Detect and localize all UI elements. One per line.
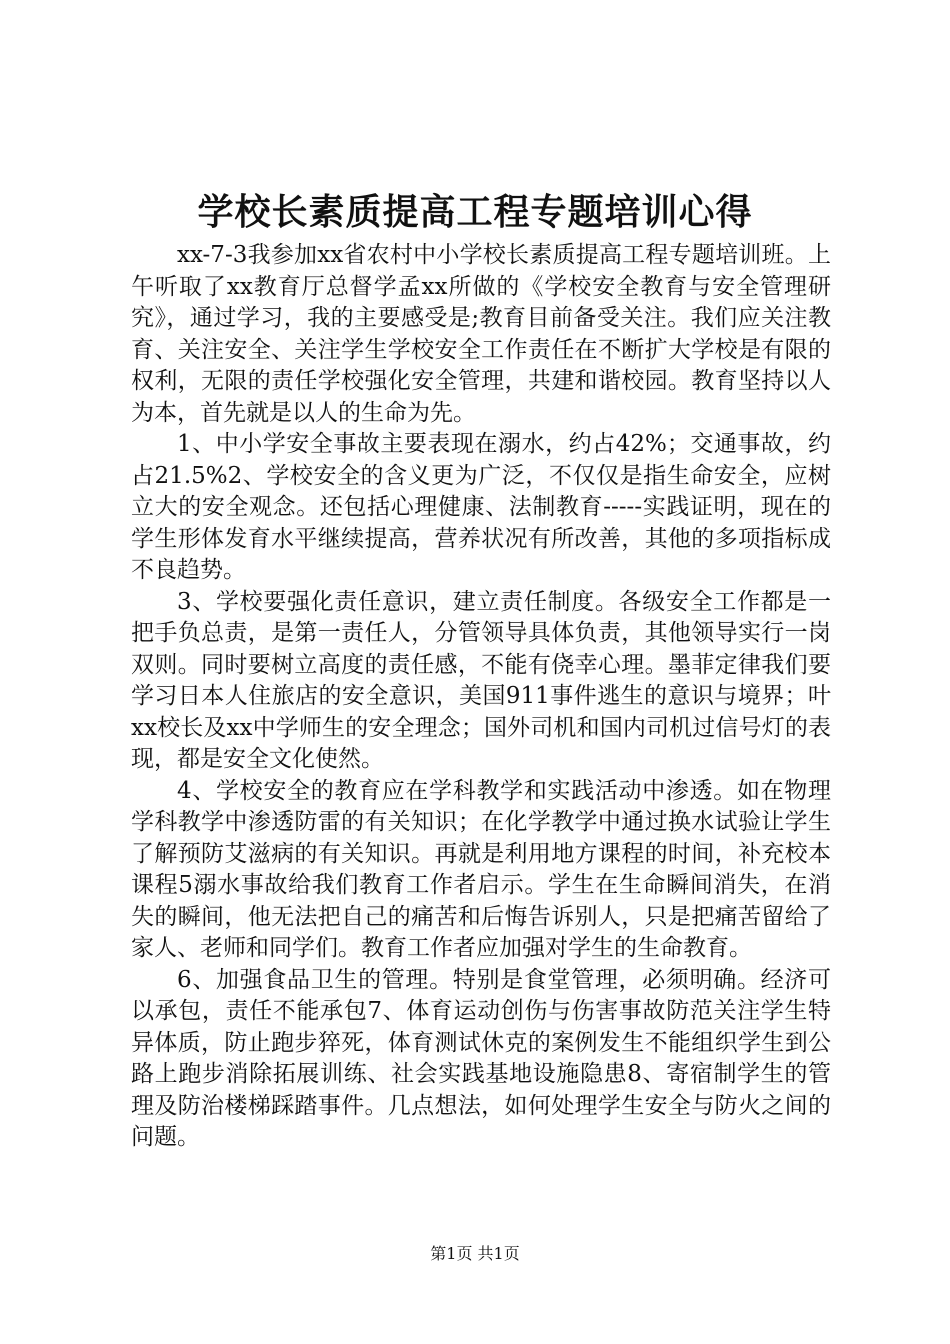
paragraph-5: 6、加强食品卫生的管理。特别是食堂管理，必须明确。经济可以承包，责任不能承包7、体育运动创伤与伤害事故防范关注学生特异体质，防止跑步猝死，体育测试休克的案例发生不能组织学生到公路上跑步消除拓展训练、社会实践基地设施隐患8、寄宿制学生的管理及防治楼梯踩踏事件。几点想法，如何处理学生安全与防火之间的问题。 <box>131 966 831 1150</box>
document-body <box>131 240 831 1154</box>
paragraph-2: 1、中小学安全事故主要表现在溺水，约占42%；交通事故，约占21.5%2、学校安全的含义更为广泛，不仅仅是指生命安全，应树立大的安全观念。还包括心理健康、法制教育-----实践证明，现在的学生形体发育水平继续提高，营养状况有所改善，其他的多项指标成不良趋势。 <box>131 431 831 583</box>
document-title: 学校长素质提高工程专题培训心得 <box>197 191 753 233</box>
page-footer: 第1页 共1页 <box>430 1244 520 1263</box>
paragraph-3: 3、学校要强化责任意识，建立责任制度。各级安全工作都是一把手负总责，是第一责任人，分管领导具体负责，其他领导实行一岗双则。同时要树立高度的责任感，不能有侥幸心理。墨菲定律我们要学习日本人住旅店的安全意识，美国911事件逃生的意识与境界；叶xx校长及xx中学师生的安全理念；国外司机和国内司机过信号灯的表现，都是安全文化使然。 <box>131 588 831 772</box>
paragraph-1: xx-7-3我参加xx省农村中小学校长素质提高工程专题培训班。上午听取了xx教育厅总督学孟xx所做的《学校安全教育与安全管理研究》，通过学习，我的主要感受是;教育目前备受关注。我们应关注教育、关注安全、关注学生学校安全工作责任在不断扩大学校是有限的权利，无限的责任学校强化安全管理，共建和谐校园。教育坚持以人为本，首先就是以人的生命为先。 <box>131 242 831 426</box>
paragraph-4: 4、学校安全的教育应在学科教学和实践活动中渗透。如在物理学科教学中渗透防雷的有关知识；在化学教学中通过换水试验让学生了解预防艾滋病的有关知识。再就是利用地方课程的时间，补充校本课程5溺水事故给我们教育工作者启示。学生在生命瞬间消失，在消失的瞬间，他无法把自己的痛苦和后悔告诉别人，只是把痛苦留给了家人、老师和同学们。教育工作者应加强对学生的生命教育。 <box>131 777 831 961</box>
